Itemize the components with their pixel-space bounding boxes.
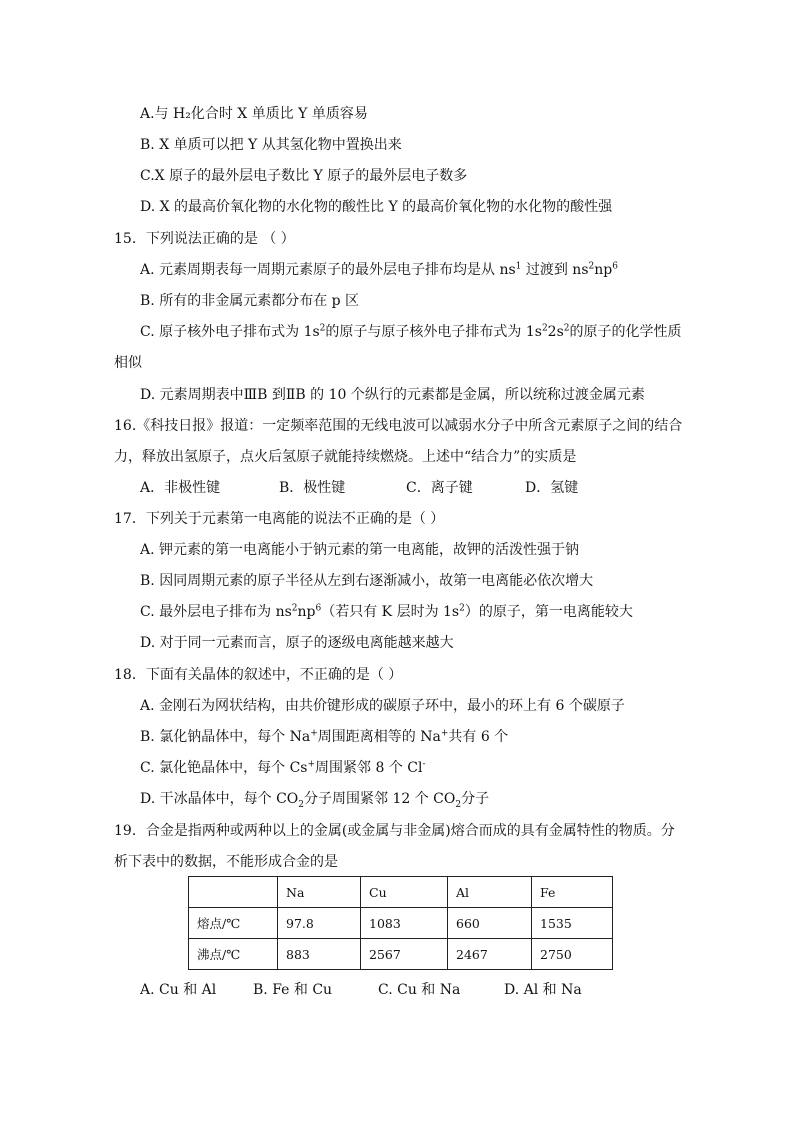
q18-stem: 18．下面有关晶体的叙述中，不正确的是（ ） [114,667,403,683]
q15-option-a: A. 元素周期表每一周期元素原子的最外层电子排布均是从 $ns^1$ 过渡到 $ns^2np^6$ [140,261,618,278]
q18-option-a: A. 金刚石为网状结构，由共价键形成的碳原子环中，最小的环上有 6 个碳原子 [140,698,625,714]
table-cell: 1535 [532,908,613,939]
q16-option-d: D．氢键 [525,480,579,496]
table-cell: 沸点/℃ [189,939,278,970]
q16-option-b: B．极性键 [279,480,346,496]
q19-option-a: A. Cu 和 Al [140,982,217,998]
q19-option-d: D. Al 和 Na [504,982,582,998]
q15-option-b: B. 所有的非金属元素都分布在 p 区 [140,293,360,309]
q19-option-c: C. Cu 和 Na [378,982,461,998]
table-cell: Na [278,877,361,908]
table-cell: 2467 [448,939,532,970]
q16-option-c: C．离子键 [406,480,473,496]
table-cell: 660 [448,908,532,939]
table-cell: 2750 [532,939,613,970]
table-row [189,908,613,939]
melting-boiling-table [188,876,613,970]
q17-option-b: B. 因同周期元素的原子半径从左到右逐渐减小，故第一电离能必依次增大 [140,573,594,589]
q15-option-c-cont: 相似 [114,355,142,371]
q18-option-b: B. 氯化钠晶体中，每个 Na+周围距离相等的 Na+共有 6 个 [140,728,509,745]
q16-option-a: A．非极性键 [140,480,221,496]
q14-option-d: D. X 的最高价氧化物的水化物的酸性比 Y 的最高价氧化物的水化物的酸性强 [140,199,613,215]
q19-option-b: B. Fe 和 Cu [253,982,333,998]
q17-option-c: C. 最外层电子排布为 $ns^2np^6$（若只有 K 层时为 $1s^2$）的原子，第一电离能较大 [140,603,633,620]
table-row [189,939,613,970]
table-cell: Fe [532,877,613,908]
q15-option-c: C. 原子核外电子排布式为 $1s^2$的原子与原子核外电子排布式为 $1s^22s^2$的原子的化学性质 [140,323,682,340]
table-cell: 97.8 [278,908,361,939]
table-cell: 熔点/℃ [189,908,278,939]
table-cell [189,877,278,908]
table-cell: 883 [278,939,361,970]
table-cell: Cu [361,877,448,908]
q19-stem-line2: 析下表中的数据，不能形成合金的是 [114,854,338,870]
q14-option-b: B. X 单质可以把 Y 从其氢化物中置换出来 [140,137,402,153]
q19-stem-line1: 19．合金是指两种或两种以上的金属(或金属与非金属)熔合而成的具有金属特性的物质。分 [114,823,675,839]
q17-option-d: D. 对于同一元素而言，原子的逐级电离能越来越大 [140,635,454,651]
table-cell: Al [448,877,532,908]
table-header-row [189,877,613,908]
q17-option-a: A. 钾元素的第一电离能小于钠元素的第一电离能，故钾的活泼性强于钠 [140,542,580,558]
q18-option-d: D. 干冰晶体中，每个 $CO_2$分子周围紧邻 12 个 $CO_2$分子 [140,791,490,810]
q14-option-a: A.与 H₂化合时 X 单质比 Y 单质容易 [140,106,368,122]
table-cell: 2567 [361,939,448,970]
q16-stem-line2: 力，释放出氢原子，点火后氢原子就能持续燃烧。上述中“结合力”的实质是 [114,449,577,465]
q16-stem-line1: 16.《科技日报》报道：一定频率范围的无线电波可以减弱水分子中所含元素原子之间的结合 [114,418,683,434]
q15-option-d: D. 元素周期表中ⅢB 到ⅡB 的 10 个纵行的元素都是金属，所以统称过渡金属元素 [140,387,645,403]
q14-option-c: C.X 原子的最外层电子数比 Y 原子的最外层电子数多 [140,168,468,184]
q15-stem: 15．下列说法正确的是 （ ） [114,231,295,247]
q17-stem: 17．下列关于元素第一电离能的说法不正确的是（ ） [114,511,445,527]
table-cell: 1083 [361,908,448,939]
q18-option-c: C. 氯化铯晶体中，每个 Cs+周围紧邻 8 个 Cl- [140,759,426,776]
